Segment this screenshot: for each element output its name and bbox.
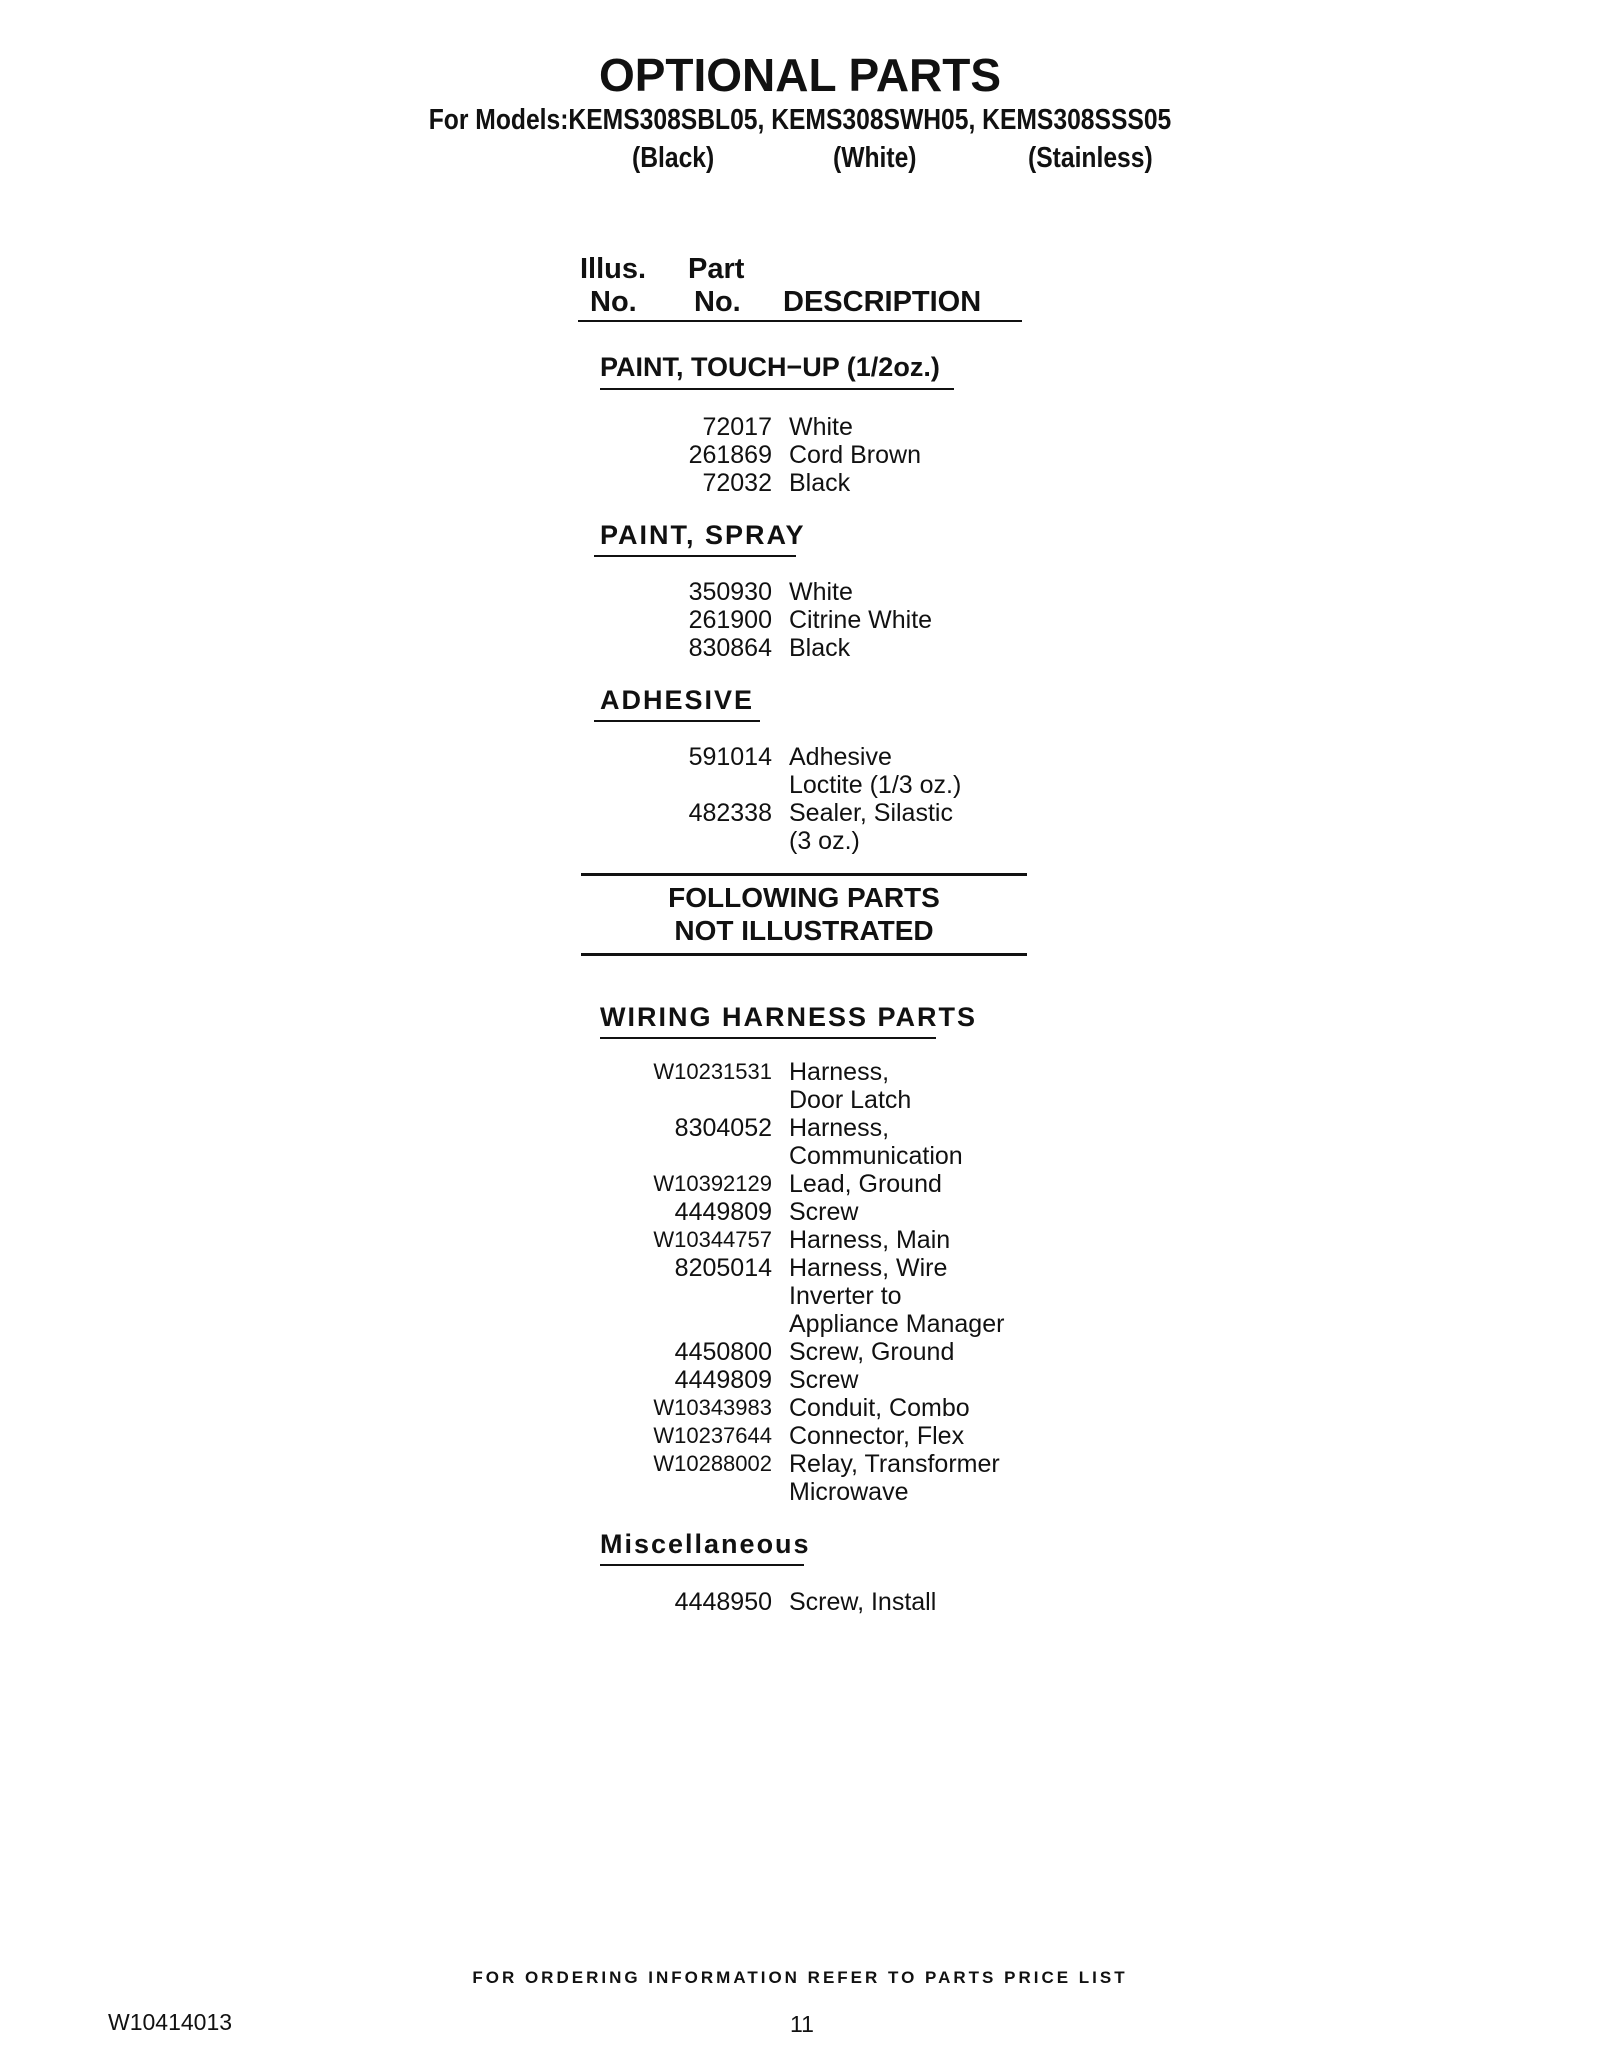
part-row bbox=[600, 1338, 1100, 1366]
section-title-misc: Miscellaneous bbox=[600, 1529, 811, 1559]
part-description: Connector, Flex bbox=[789, 1422, 965, 1450]
part-number: 482338 bbox=[688, 799, 772, 827]
part-row bbox=[600, 827, 1100, 855]
part-description: Sealer, Silastic bbox=[789, 799, 953, 827]
part-number: 591014 bbox=[688, 743, 772, 771]
part-description: Screw bbox=[789, 1366, 859, 1394]
column-header-part: Part bbox=[688, 253, 745, 285]
part-description: Citrine White bbox=[789, 606, 933, 634]
part-description: Door Latch bbox=[789, 1086, 912, 1114]
part-number: 4449809 bbox=[674, 1366, 772, 1394]
part-row bbox=[600, 1114, 1100, 1142]
part-description: Relay, Transformer bbox=[789, 1450, 1000, 1478]
part-description: Conduit, Combo bbox=[789, 1394, 970, 1422]
part-description: Harness, Wire bbox=[789, 1254, 948, 1282]
part-description: Loctite (1/3 oz.) bbox=[789, 771, 962, 799]
header-divider bbox=[578, 320, 1022, 322]
part-description: Lead, Ground bbox=[789, 1170, 942, 1198]
part-number: 72032 bbox=[702, 469, 772, 497]
part-row bbox=[600, 1226, 1100, 1254]
column-header-description: DESCRIPTION bbox=[783, 286, 982, 318]
part-row bbox=[600, 1254, 1100, 1282]
part-number: W10288002 bbox=[653, 1451, 772, 1476]
part-number: 4449809 bbox=[674, 1198, 772, 1226]
part-row bbox=[600, 1478, 1100, 1506]
part-description: Inverter to bbox=[789, 1282, 902, 1310]
part-row bbox=[600, 771, 1100, 799]
part-description: Adhesive bbox=[789, 743, 892, 771]
part-description: Cord Brown bbox=[789, 441, 921, 469]
part-number: 350930 bbox=[688, 578, 772, 606]
part-number: 8205014 bbox=[674, 1254, 772, 1282]
part-row bbox=[600, 413, 1100, 441]
part-description: Screw, Ground bbox=[789, 1338, 955, 1366]
part-description: Screw bbox=[789, 1198, 859, 1226]
part-number: 72017 bbox=[702, 413, 772, 441]
part-number: W10343983 bbox=[653, 1395, 772, 1420]
part-row bbox=[600, 441, 1100, 469]
part-description: White bbox=[789, 413, 853, 441]
part-number: W10344757 bbox=[653, 1227, 772, 1252]
part-number: 261900 bbox=[688, 606, 772, 634]
part-description: Appliance Manager bbox=[789, 1310, 1005, 1338]
section-underline-touchup bbox=[600, 388, 954, 390]
page-title: OPTIONAL PARTS bbox=[598, 49, 1002, 101]
part-number: 830864 bbox=[688, 634, 772, 662]
page-number: 11 bbox=[790, 2011, 814, 2037]
color-label-white: (White) bbox=[833, 142, 917, 174]
part-description: Harness, Main bbox=[789, 1226, 951, 1254]
part-row bbox=[600, 1198, 1100, 1226]
not-illustrated-line2: NOT ILLUSTRATED bbox=[674, 915, 934, 946]
part-row bbox=[600, 578, 1100, 606]
part-row bbox=[600, 1422, 1100, 1450]
banner-rule-top bbox=[581, 873, 1027, 876]
part-row bbox=[600, 469, 1100, 497]
part-number: W10237644 bbox=[653, 1423, 772, 1448]
part-description: Screw, Install bbox=[789, 1588, 937, 1616]
part-number: 261869 bbox=[688, 441, 772, 469]
section-title-spray: PAINT, SPRAY bbox=[600, 520, 806, 550]
part-number: 4450800 bbox=[674, 1338, 772, 1366]
column-header-part-no: No. bbox=[694, 286, 741, 318]
part-number: W10392129 bbox=[653, 1171, 772, 1196]
part-row bbox=[600, 1588, 1100, 1616]
part-row bbox=[600, 606, 1100, 634]
part-row bbox=[600, 1142, 1100, 1170]
part-row bbox=[600, 1282, 1100, 1310]
section-underline-wiring bbox=[600, 1037, 936, 1039]
part-row bbox=[600, 1450, 1100, 1478]
ordering-info-note: FOR ORDERING INFORMATION REFER TO PARTS PRICE LIST bbox=[472, 1968, 1128, 1987]
models-subtitle: For Models:KEMS308SBL05, KEMS308SWH05, KEMS308SSS05 bbox=[428, 104, 1172, 136]
section-title-wiring: WIRING HARNESS PARTS bbox=[600, 1002, 978, 1032]
section-underline-misc bbox=[600, 1564, 804, 1566]
section-title-touchup: PAINT, TOUCH−UP (1/2oz.) bbox=[600, 352, 940, 382]
part-number: W10231531 bbox=[653, 1059, 772, 1084]
banner-rule-bottom bbox=[581, 953, 1027, 956]
part-row bbox=[600, 1310, 1100, 1338]
part-description: White bbox=[789, 578, 853, 606]
color-label-black: (Black) bbox=[632, 142, 715, 174]
section-underline-spray bbox=[594, 555, 796, 557]
part-description: (3 oz.) bbox=[789, 827, 860, 855]
section-underline-adhesive bbox=[594, 720, 760, 722]
part-row bbox=[600, 1086, 1100, 1114]
part-description: Harness, bbox=[789, 1058, 890, 1086]
color-label-stainless: (Stainless) bbox=[1028, 142, 1153, 174]
section-title-adhesive: ADHESIVE bbox=[600, 685, 755, 715]
part-description: Black bbox=[789, 469, 851, 497]
part-number: 8304052 bbox=[674, 1114, 772, 1142]
part-description: Microwave bbox=[789, 1478, 909, 1506]
part-number: 4448950 bbox=[674, 1588, 772, 1616]
part-description: Harness, bbox=[789, 1114, 890, 1142]
part-description: Black bbox=[789, 634, 851, 662]
part-row bbox=[600, 1394, 1100, 1422]
not-illustrated-line1: FOLLOWING PARTS bbox=[668, 882, 940, 913]
part-row bbox=[600, 1058, 1100, 1086]
part-row bbox=[600, 1366, 1100, 1394]
part-row bbox=[600, 743, 1100, 771]
document-number: W10414013 bbox=[108, 2009, 233, 2035]
part-description: Communication bbox=[789, 1142, 963, 1170]
part-row bbox=[600, 799, 1100, 827]
part-row bbox=[600, 634, 1100, 662]
column-header-illus: Illus. bbox=[580, 253, 647, 285]
column-header-illus-no: No. bbox=[590, 286, 637, 318]
part-row bbox=[600, 1170, 1100, 1198]
